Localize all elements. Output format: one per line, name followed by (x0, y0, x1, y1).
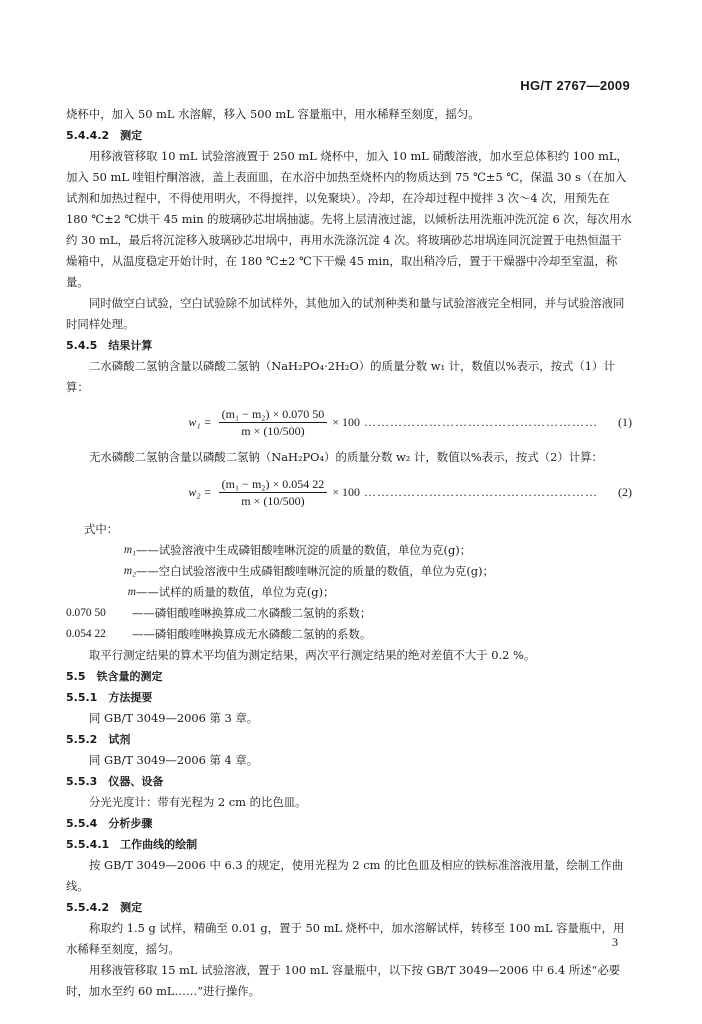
definition-symbol: 0.070 50 (66, 607, 106, 619)
section-heading-5-5-3: 5.5.3 仪器、设备 (66, 775, 164, 788)
definition-symbol: m₁ (123, 544, 136, 556)
paragraph: 烧杯中，加入 50 mL 水溶解，移入 500 mL 容量瓶中，用水稀释至刻度，摇匀。 (66, 107, 480, 121)
page-number: 3 (612, 935, 618, 949)
formula-1 (66, 406, 632, 439)
definition-row (66, 540, 632, 561)
formula-leader-dots: ……………………………………………… (364, 415, 598, 429)
formula-fraction (219, 406, 328, 439)
definition-text: ——试验溶液中生成磷钼酸喹啉沉淀的质量的数值，单位为克(g)； (136, 543, 472, 557)
paragraph: 二水磷酸二氢钠含量以磷酸二氢钠（NaH₂PO₄·2H₂O）的质量分数 w₁ 计，数值以%表示，按式（1）计算： (66, 359, 615, 394)
formula-2 (66, 476, 632, 509)
equation-number: (2) (618, 485, 632, 499)
formula-tail: × 100 (332, 485, 360, 499)
section-heading-5-4-4-2: 5.4.4.2 测定 (66, 129, 143, 142)
standard-code: HG/T 2767—2009 (520, 78, 630, 93)
paragraph: 同 GB/T 3049—2006 第 4 章。 (89, 753, 259, 767)
definition-symbol: 0.054 22 (66, 628, 106, 640)
page-content (66, 104, 632, 1002)
formula-lhs: w₁ = (188, 415, 212, 429)
formula-fraction (219, 476, 328, 509)
formula-denominator: m × (10/500) (241, 494, 305, 508)
definition-row (66, 603, 632, 624)
section-heading-5-5: 5.5 铁含量的测定 (66, 670, 163, 683)
section-heading-5-4-5: 5.4.5 结果计算 (66, 339, 153, 352)
paragraph: 用移液管移取 15 mL 试验溶液，置于 100 mL 容量瓶中，以下按 GB/T 3049—2006 中 6.4 所述“必要时，加水至约 60 mL……”进行操作。 (66, 963, 621, 998)
section-heading-5-5-4-2: 5.5.4.2 测定 (66, 901, 143, 914)
equation-number: (1) (618, 415, 632, 429)
where-label: 式中： (84, 522, 119, 536)
definition-text: ——磷钼酸喹啉换算成无水磷酸二氢钠的系数。 (132, 627, 372, 641)
definition-symbol: m₂ (123, 565, 136, 577)
paragraph: 取平行测定结果的算术平均值为测定结果，两次平行测定结果的绝对差值不大于 0.2 %。 (89, 648, 536, 662)
formula-numerator: (m₁ − m₂) × 0.070 50 (219, 406, 328, 423)
formula-tail: × 100 (332, 415, 360, 429)
formula-leader-dots: ……………………………………………… (364, 485, 598, 499)
paragraph: 称取约 1.5 g 试样，精确至 0.01 g，置于 50 mL 烧杯中，加水溶解试样，转移至 100 mL 容量瓶中，用水稀释至刻度，摇匀。 (66, 921, 625, 956)
formula-lhs: w₂ = (188, 485, 212, 499)
definition-row (66, 582, 632, 603)
definition-row (66, 561, 632, 582)
paragraph: 用移液管移取 10 mL 试验溶液置于 250 mL 烧杯中，加入 10 mL 硝酸溶液，加水至总体积约 100 mL，加入 50 mL 喹钼柠酮溶液，盖上表面皿，在水浴中加热至烧杯内的物质达到 75 ℃±5 ℃，保温 30 s（在加入试剂和加热过程中，不得使用明火，不得搅拌，以免聚块）。冷却，在冷却过程中搅拌 3 次～4 次，用预先在 180 ℃±2 ℃烘干 45 min 的玻璃砂芯坩埚抽滤。先将上层清液过滤，以倾析法用洗瓶冲洗沉淀 6 次，每次用水约 30 mL，最后将沉淀移入玻璃砂芯坩埚中，再用水洗涤沉淀 4 次。将玻璃砂芯坩埚连同沉淀置于电热恒温干燥箱中，从温度稳定开始计时，在 180 ℃±2 ℃下干燥 45 min，取出稍冷后，置于干燥器中冷却至室温，称量。 (66, 149, 632, 289)
definition-text: ——磷钼酸喹啉换算成二水磷酸二氢钠的系数； (132, 606, 372, 620)
section-heading-5-5-2: 5.5.2 试剂 (66, 733, 131, 746)
definition-symbol: m (127, 586, 136, 598)
formula-denominator: m × (10/500) (241, 424, 305, 438)
definition-text: ——试样的质量的数值，单位为克(g)； (136, 585, 335, 599)
section-heading-5-5-1: 5.5.1 方法提要 (66, 691, 153, 704)
paragraph: 同时做空白试验，空白试验除不加试样外，其他加入的试剂种类和量与试验溶液完全相同，并与试验溶液同时同样处理。 (66, 296, 625, 331)
paragraph: 分光光度计：带有光程为 2 cm 的比色皿。 (89, 795, 307, 809)
paragraph: 同 GB/T 3049—2006 第 3 章。 (89, 711, 259, 725)
formula-numerator: (m₁ − m₂) × 0.054 22 (219, 476, 328, 493)
definition-text: ——空白试验溶液中生成磷钼酸喹啉沉淀的质量的数值，单位为克(g)； (136, 564, 494, 578)
section-heading-5-5-4-1: 5.5.4.1 工作曲线的绘制 (66, 838, 198, 851)
paragraph: 无水磷酸二氢钠含量以磷酸二氢钠（NaH₂PO₄）的质量分数 w₂ 计，数值以%表示，按式（2）计算： (89, 450, 603, 464)
definition-row (66, 624, 632, 645)
paragraph: 按 GB/T 3049—2006 中 6.3 的规定，使用光程为 2 cm 的比色皿及相应的铁标准溶液用量，绘制工作曲线。 (66, 858, 624, 893)
section-heading-5-5-4: 5.5.4 分析步骤 (66, 817, 153, 830)
